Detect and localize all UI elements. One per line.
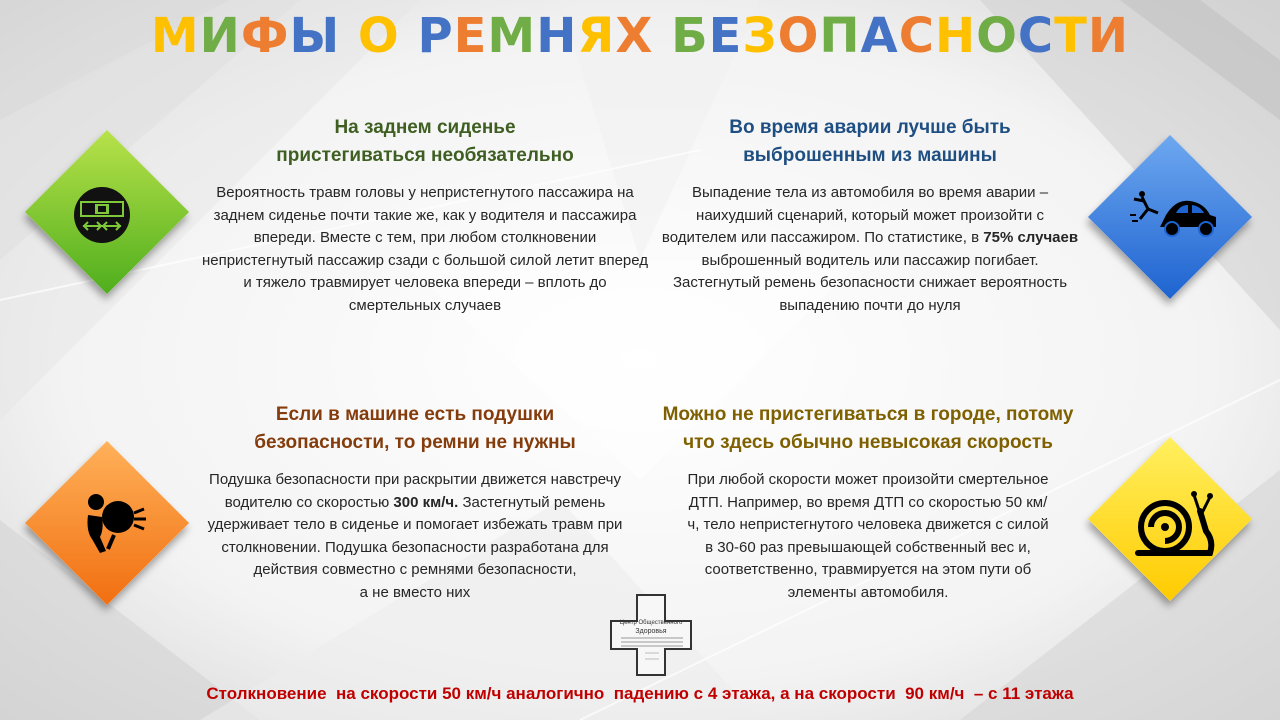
title-letter: М	[150, 8, 200, 64]
myth-rear-seat	[200, 114, 650, 317]
title-letter: О	[357, 8, 400, 64]
title-letter: Т	[1054, 8, 1088, 64]
myth-airbags	[200, 401, 630, 604]
title-letter: Е	[708, 8, 743, 64]
person-ejected-car-icon	[1126, 185, 1218, 241]
heading-line-1: Если в машине есть подушки	[275, 404, 555, 425]
title-letter	[340, 8, 358, 64]
logo-text-line-2: Здоровья	[635, 628, 667, 635]
body-text-1: Подушка безопасности при раскрытии движется навстречу водителю со скоростью	[209, 471, 621, 511]
heading-line-1: На заднем сиденье	[334, 117, 516, 138]
title-letter: А	[860, 8, 899, 64]
title-letter: С	[1017, 8, 1055, 64]
title-letter: Р	[417, 8, 454, 64]
title-letter	[653, 8, 671, 64]
title-letter: Ы	[289, 8, 341, 64]
body-bold-stat: 300 км/ч.	[393, 493, 459, 511]
body-text-3: а не вместо них	[359, 583, 471, 601]
myth-rear-seat-body: Вероятность травм головы у непристегнутого пассажира на заднем сиденье почти такие же, как у водителя и пассажира впереди. Вместе с тем, при любом столкновении непристегнутый пассажир сзади с большой силой летит вперед и тяжело травмирует человека впереди – вплоть до смертельных случаев	[201, 184, 649, 314]
body-text-2: выброшенный водитель или пассажир погибает. Застегнутый ремень безопасности снижает вероятность выпадению почти до нуля	[672, 251, 1068, 314]
heading-line-2: что здесь обычно невысокая скорость	[683, 432, 1053, 453]
title-letter: И	[1087, 8, 1130, 64]
title-letter: Б	[671, 8, 709, 64]
page-title	[0, 8, 1280, 64]
footer-fact: Столкновение на скорости 50 км/ч аналогично падению с 4 этажа, а на скорости 90 км/ч – с 11 этажа	[206, 684, 1074, 703]
myth-rear-seat-heading	[200, 114, 650, 170]
airbag-icon	[78, 493, 150, 555]
title-letter: П	[819, 8, 861, 64]
title-letter: Х	[615, 8, 654, 64]
myth-city-speed-body: При любой скорости может произойти смертельное ДТП. Например, во время ДТП со скоростью 50 км/ч, тело непристегнутого человека движется с силой в 30-60 раз превышающей собственный вес и, соответственно, травмируется на этом пути об элементы автомобиля.	[687, 471, 1049, 601]
body-bold-stat: 75% случаев	[983, 229, 1079, 246]
seatbelt-buckle-icon	[73, 186, 131, 244]
body-text-2: Застегнутый ремень удерживает тело в сиденье и помогает избежать травм при столкновении. Подушка безопасности разработана для действия совместно с ремнями безопасности,	[207, 493, 623, 578]
myth-airbags-heading	[200, 401, 630, 457]
title-letter: Ф	[240, 8, 290, 64]
title-letter: С	[898, 8, 935, 64]
myth-city-speed	[626, 401, 1110, 604]
title-letter: И	[199, 8, 241, 64]
title-letter: Я	[577, 8, 616, 64]
logo-text-line-1: Центр Общественного	[619, 620, 683, 626]
title-letter: М	[487, 8, 537, 64]
title-letter: З	[742, 8, 778, 64]
myth-ejection-body	[660, 182, 1080, 317]
heading-line-1: Во время аварии лучше быть	[729, 117, 1011, 138]
title-letter: Н	[536, 8, 578, 64]
heading-line-1: Можно не пристегиваться в городе, потому	[662, 404, 1074, 425]
myth-ejection	[660, 114, 1080, 317]
myth-city-speed-heading	[626, 401, 1110, 457]
heading-line-2: пристегиваться необязательно	[276, 145, 574, 166]
heading-line-2: безопасности, то ремни не нужны	[254, 432, 576, 453]
heading-line-2: выброшенным из машины	[743, 145, 997, 166]
health-center-logo	[609, 593, 693, 677]
myth-ejection-heading	[660, 114, 1080, 170]
title-letter	[400, 8, 418, 64]
title-letter: О	[976, 8, 1018, 64]
title-letter: О	[777, 8, 820, 64]
title-letter: Е	[453, 8, 488, 64]
snail-icon	[1132, 489, 1216, 559]
title-letter: Н	[934, 8, 977, 64]
body-text-1: Выпадение тела из автомобиля во время аварии – наихудший сценарий, который может произойти с водителем или пассажиром. По статистике, в	[661, 184, 1049, 246]
myth-airbags-body	[200, 469, 630, 604]
